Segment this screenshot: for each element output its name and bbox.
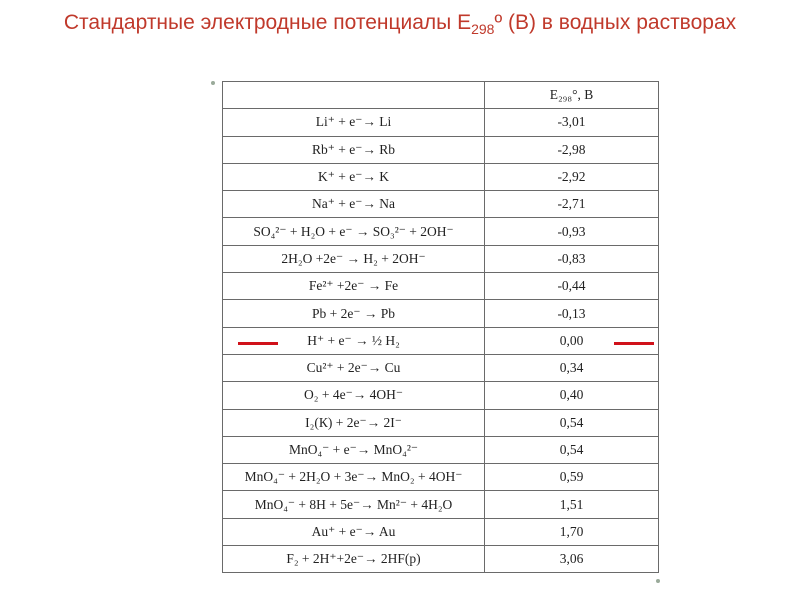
reaction-cell: MnO₄⁻ + e⁻→ MnO₄²⁻ [223, 436, 485, 463]
reaction-cell: F₂ + 2H⁺+2e⁻→ 2HF(р) [223, 546, 485, 573]
table-row [223, 436, 659, 463]
potential-value-cell: -2,92 [485, 163, 659, 190]
reaction-cell: 2H₂O +2e⁻ → H₂ + 2OH⁻ [223, 245, 485, 272]
reaction-cell: H⁺ + e⁻ → ½ H₂ [223, 327, 485, 354]
table-row [223, 327, 659, 354]
table-row [223, 273, 659, 300]
title-subscript: 298 [471, 21, 495, 38]
potential-value-cell: 0,54 [485, 436, 659, 463]
potential-value-cell: 1,51 [485, 491, 659, 518]
reaction-cell: K⁺ + e⁻→ K [223, 163, 485, 190]
potential-value-cell: 0,54 [485, 409, 659, 436]
reaction-cell: O₂ + 4e⁻→ 4OH⁻ [223, 382, 485, 409]
table-row [223, 191, 659, 218]
table-row [223, 163, 659, 190]
potential-value-cell: 0,59 [485, 464, 659, 491]
reaction-cell: Au⁺ + e⁻→ Au [223, 518, 485, 545]
reaction-cell: MnO₄⁻ + 8H + 5e⁻→ Mn²⁻ + 4H₂O [223, 491, 485, 518]
potential-value-cell: 0,00 [485, 327, 659, 354]
table-row [223, 300, 659, 327]
hydrogen-marker-left [238, 342, 278, 345]
potential-value-cell: 0,40 [485, 382, 659, 409]
potentials-table-container [222, 81, 658, 580]
potential-value-cell: 3,06 [485, 546, 659, 573]
potential-value-cell: -0,13 [485, 300, 659, 327]
reaction-cell: MnO₄⁻ + 2H₂O + 3e⁻→ MnO₂ + 4OH⁻ [223, 464, 485, 491]
potential-value-cell: -0,93 [485, 218, 659, 245]
header-reaction-cell [223, 82, 485, 109]
table-row [223, 464, 659, 491]
table-row [223, 409, 659, 436]
table-row [223, 136, 659, 163]
reaction-cell: Cu²⁺ + 2e⁻→ Cu [223, 354, 485, 381]
table-row [223, 218, 659, 245]
potential-value-cell: -0,83 [485, 245, 659, 272]
potential-value-cell: 0,34 [485, 354, 659, 381]
potentials-table [222, 81, 659, 573]
table-row [223, 382, 659, 409]
corner-handle-top-left [211, 81, 215, 85]
potential-value-cell: -2,98 [485, 136, 659, 163]
hydrogen-marker-right [614, 342, 654, 345]
potential-value-cell: -2,71 [485, 191, 659, 218]
potential-value-cell: 1,70 [485, 518, 659, 545]
table-body [223, 109, 659, 573]
table-row [223, 245, 659, 272]
reaction-cell: I₂(К) + 2e⁻→ 2I⁻ [223, 409, 485, 436]
table-row [223, 109, 659, 136]
potential-value-cell: -0,44 [485, 273, 659, 300]
page-title [60, 8, 740, 44]
title-text-start: Стандартные электродные потенциалы Е [63, 11, 472, 34]
reaction-cell: Li⁺ + e⁻→ Li [223, 109, 485, 136]
title-text-end: º (В) в водных растворах [494, 11, 737, 34]
reaction-cell: Fe²⁺ +2e⁻ → Fe [223, 273, 485, 300]
table-row [223, 546, 659, 573]
header-value-cell: E₂₉₈°, В [485, 82, 659, 109]
table-row [223, 354, 659, 381]
table-row [223, 518, 659, 545]
reaction-cell: Rb⁺ + e⁻→ Rb [223, 136, 485, 163]
reaction-cell: SO₄²⁻ + H₂O + e⁻ → SO₃²⁻ + 2OH⁻ [223, 218, 485, 245]
table-row [223, 491, 659, 518]
reaction-cell: Na⁺ + e⁻→ Na [223, 191, 485, 218]
table-header-row [223, 82, 659, 109]
potential-value-cell: -3,01 [485, 109, 659, 136]
reaction-cell: Pb + 2e⁻ → Pb [223, 300, 485, 327]
